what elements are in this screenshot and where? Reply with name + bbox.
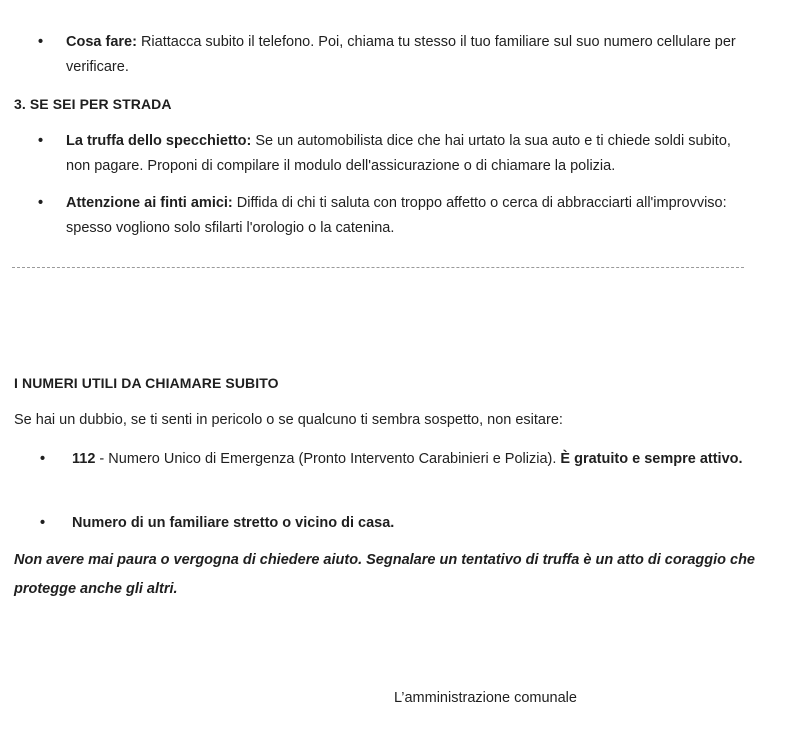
list-item-label: Cosa fare: [66, 34, 137, 50]
list-item-emphasis: È gratuito e sempre attivo. [560, 451, 743, 467]
list-item-text [66, 30, 758, 80]
list-item-body: Se un automobilista dice che hai urtato la sua auto e ti chiede soldi subito, non pagare. Proponi di compilare il modulo dell'assicurazione o di chiamare la polizia. [66, 133, 731, 174]
bullet: • [38, 133, 44, 149]
bullet: • [40, 451, 46, 467]
section-heading-strada: 3. SE SEI PER STRADA [14, 96, 172, 112]
list-item-text [72, 447, 760, 472]
section-heading-numeri-utili: I NUMERI UTILI DA CHIAMARE SUBITO [14, 375, 279, 391]
section-divider [12, 267, 744, 268]
list-item-text [72, 511, 760, 536]
bullet: • [38, 195, 44, 211]
emergency-number: 112 [72, 451, 96, 467]
bullet: • [40, 515, 46, 531]
numbers-intro: Se hai un dubbio, se ti senti in pericolo o se qualcuno ti sembra sospetto, non esitare: [14, 412, 563, 428]
list-item-body: Riattacca subito il telefono. Poi, chiama tu stesso il tuo familiare sul suo numero cellulare per verificare. [66, 34, 736, 75]
list-item-label: Numero di un familiare stretto o vicino di casa. [72, 515, 395, 531]
signature: L’amministrazione comunale [394, 690, 577, 706]
list-item-body: Diffida di chi ti saluta con troppo affetto o cerca di abbracciarti all'improvviso: spesso vogliono solo sfilarti l'orologio o la catenina. [66, 195, 727, 236]
bullet: • [38, 34, 44, 50]
list-item-body: - Numero Unico di Emergenza (Pronto Intervento Carabinieri e Polizia). [95, 451, 561, 467]
closing-message: Non avere mai paura o vergogna di chiedere aiuto. Segnalare un tentativo di truffa è un atto di coraggio che protegge anche gli altri. [14, 552, 755, 597]
list-item-text [66, 191, 758, 241]
list-item-label: La truffa dello specchietto: [66, 133, 252, 149]
list-item-text [66, 129, 758, 179]
list-item-label: Attenzione ai finti amici: [66, 195, 233, 211]
